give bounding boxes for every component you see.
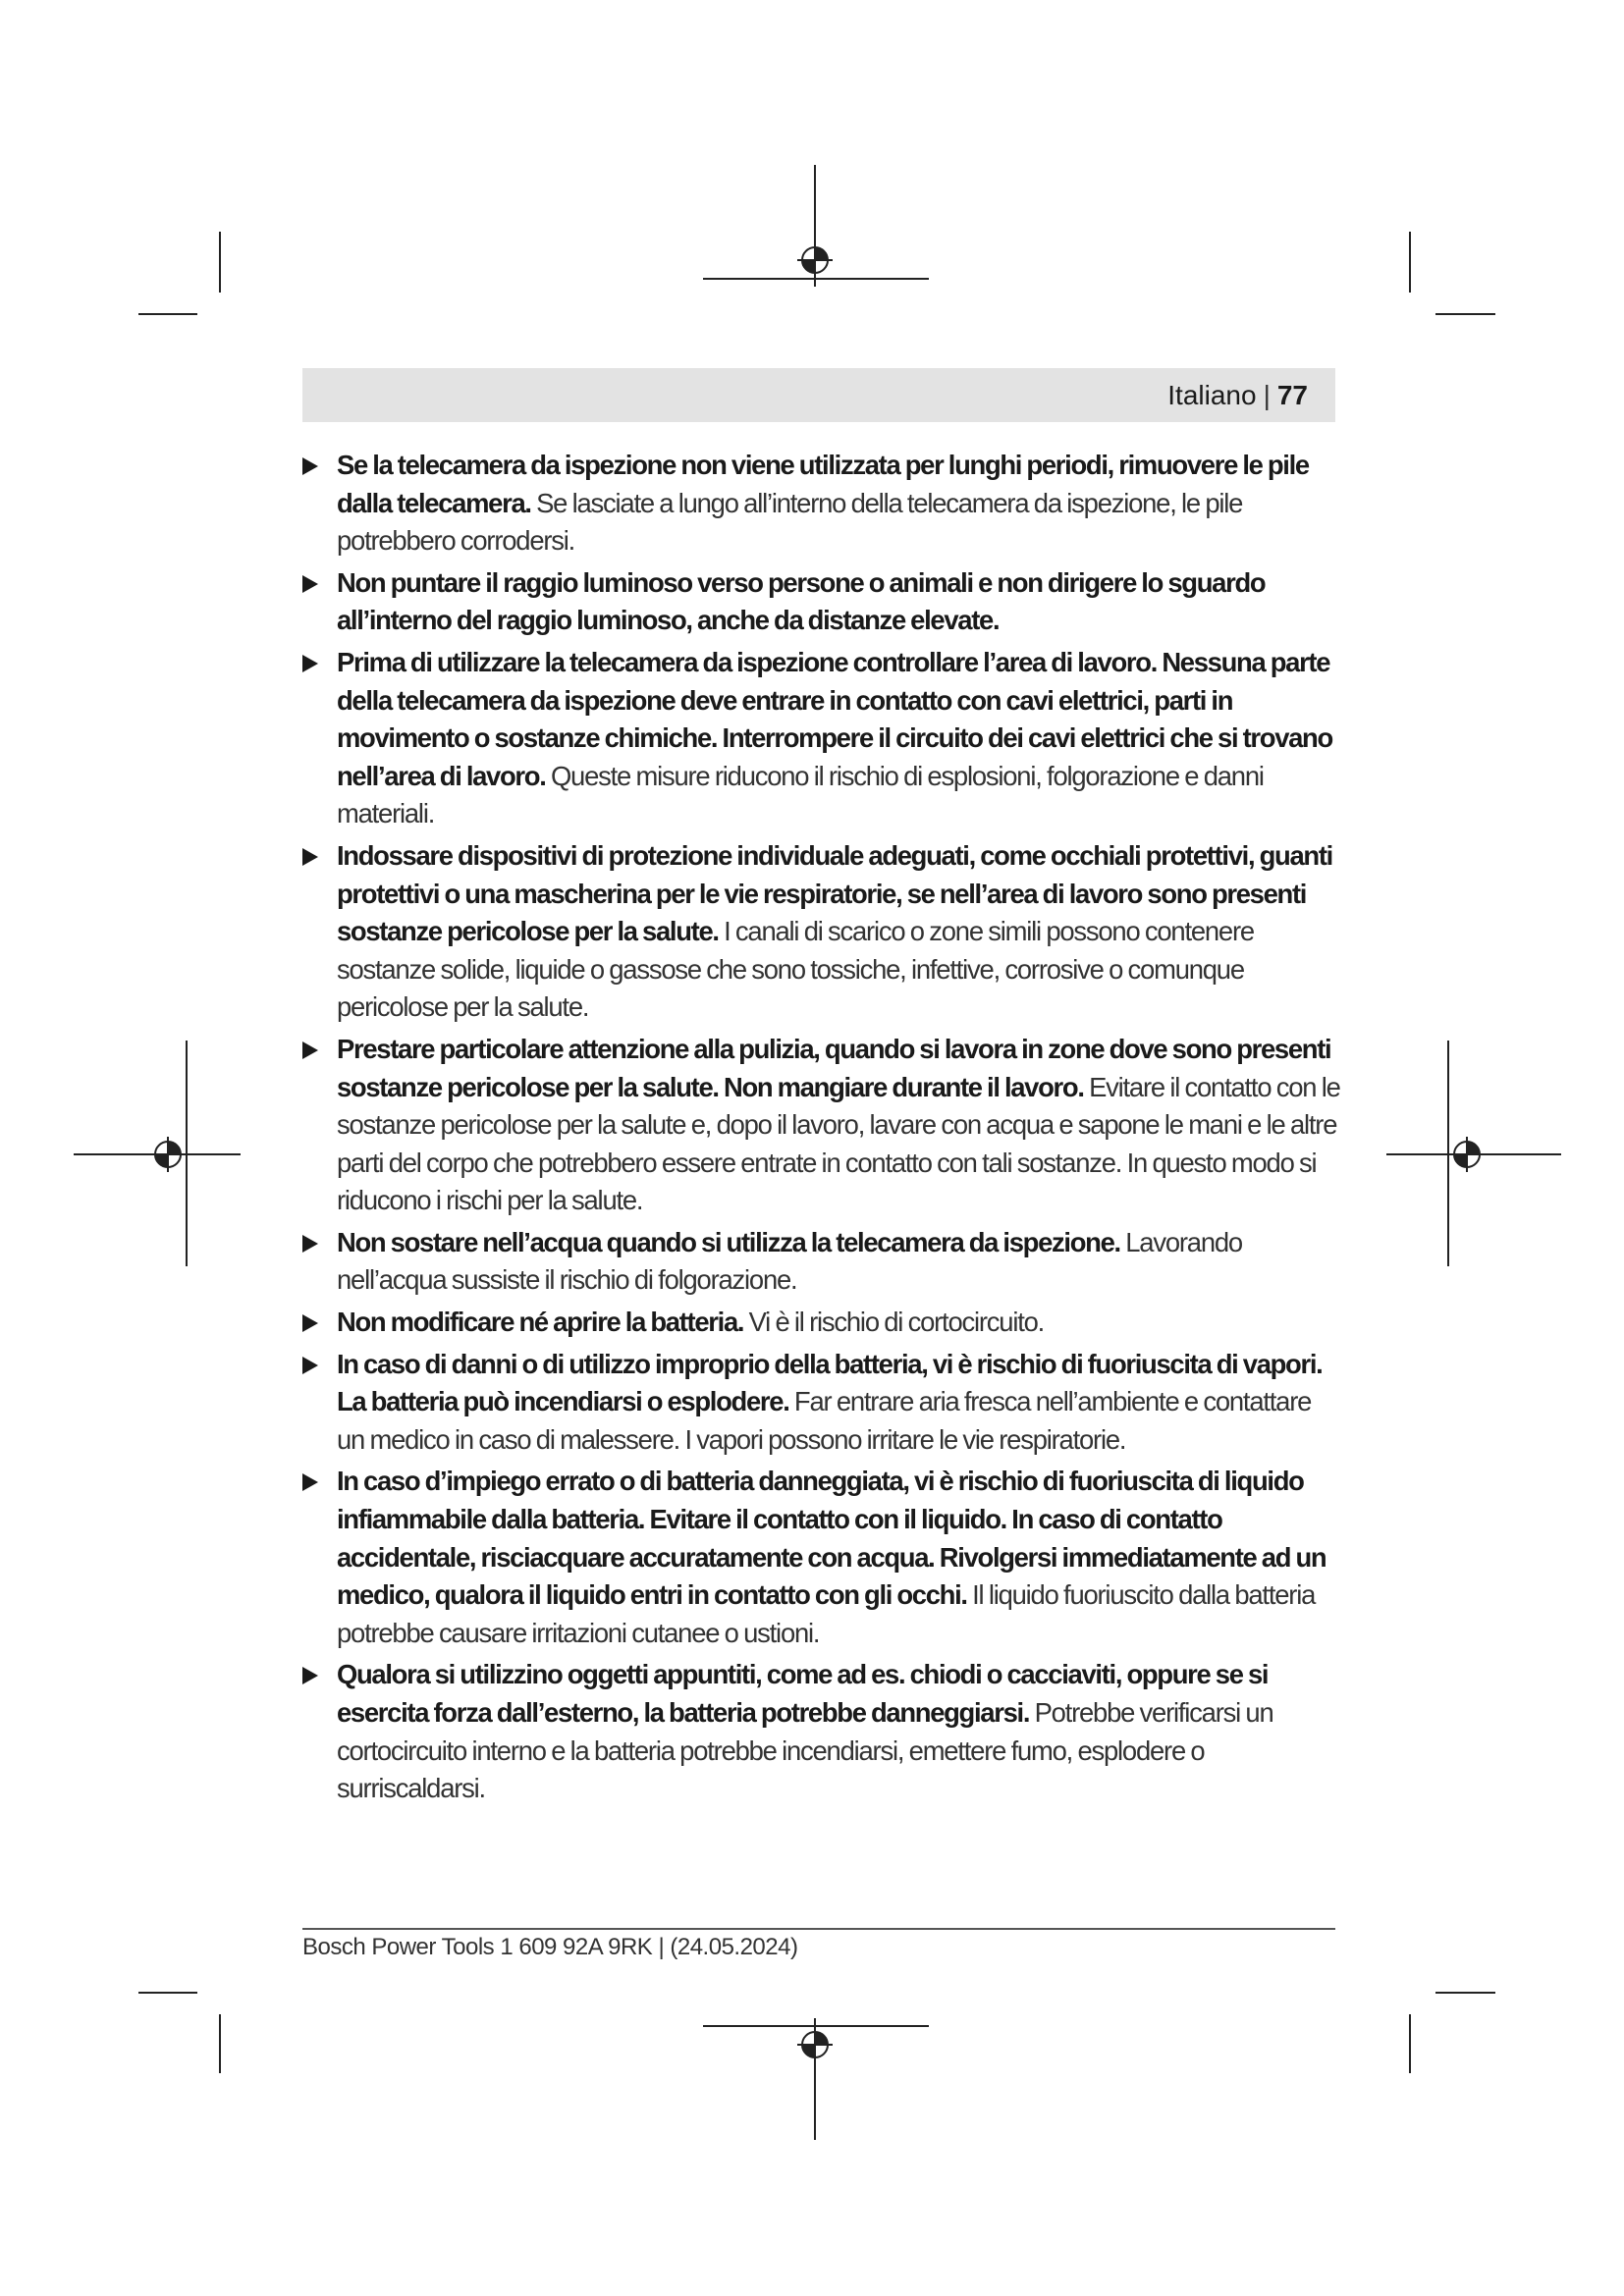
list-item — [299, 1656, 1342, 1807]
warning-lead: Non modificare né aprire la batteria. — [337, 1307, 744, 1338]
warning-lead: Indossare dispositivi di protezione individuale adeguati, come occhiali protettivi, guanti protettivi o una mascherina per le vie respiratorie, se nell’area di lavoro sono presenti sostanze pericolose per la salute. — [337, 839, 1332, 947]
header-language: Italiano — [1167, 379, 1257, 410]
warning-detail: Evitare il contatto con le sostanze pericolose per la salute e, dopo il lavoro, lavare con acqua e sapone le mani e le altre parti del corpo che potrebbero essere entrate in contatto con tali sostanze. In questo modo si riducono i rischi per la salute. — [337, 1071, 1340, 1216]
warning-lead: Se la telecamera da ispezione non viene utilizzata per lunghi periodi, rimuovere le pile dalla telecamera. — [337, 450, 1309, 518]
warning-lead: Prestare particolare attenzione alla pulizia, quando si lavora in zone dove sono presenti sostanze pericolose per la salute. Non mangiare durante il lavoro. — [337, 1033, 1331, 1102]
bullet-arrow-icon — [302, 1667, 318, 1684]
warning-detail: Far entrare aria fresca nell’ambiente e contattare un medico in caso di malessere. I vapori possono irritare le vie respiratorie. — [337, 1386, 1312, 1455]
warning-lead: Non sostare nell’acqua quando si utilizza la telecamera da ispezione. — [337, 1226, 1120, 1257]
bullet-arrow-icon — [302, 1473, 318, 1491]
header-separator: | — [1263, 379, 1271, 410]
list-item — [299, 1346, 1342, 1460]
list-item — [299, 1463, 1342, 1652]
bullet-arrow-icon — [302, 1235, 318, 1253]
bullet-arrow-icon — [302, 848, 318, 866]
footer-text: Bosch Power Tools 1 609 92A 9RK | (24.05.2024) — [302, 1934, 798, 1960]
bullet-arrow-icon — [302, 1041, 318, 1059]
warning-lead: Non puntare il raggio luminoso verso persone o animali e non dirigere lo sguardo all’interno del raggio luminoso, anche da distanze elevate. — [337, 566, 1266, 636]
warning-lead: In caso d’impiego errato o di batteria danneggiata, vi è rischio di fuoriuscita di liquido infiammabile dalla batteria. Evitare il contatto con il liquido. In caso di contatto accidentale, risciacquare accuratamente con acqua. Rivolgersi immediatamente ad un medico, qualora il liquido entri in contatto con gli occhi. — [337, 1466, 1326, 1611]
page-number: 77 — [1276, 379, 1308, 410]
bullet-arrow-icon — [302, 1314, 318, 1332]
bullet-arrow-icon — [302, 655, 318, 672]
footer-divider — [302, 1928, 1335, 1930]
warning-detail: Vi è il rischio di cortocircuito. — [743, 1307, 1045, 1338]
bullet-arrow-icon — [302, 457, 318, 475]
bullet-arrow-icon — [302, 575, 318, 593]
warning-detail: Se lasciate a lungo all’interno della telecamera da ispezione, le pile potrebbero corrodersi. — [337, 487, 1243, 557]
list-item — [299, 644, 1342, 833]
bullet-arrow-icon — [302, 1357, 318, 1374]
warning-lead: Prima di utilizzare la telecamera da ispezione controllare l’area di lavoro. Nessuna parte della telecamera da ispezione deve entrare in contatto con cavi elettrici, parti in movimento o sostanze chimiche. Interrompere il circuito dei cavi elettrici che si trovano nell’area di lavoro. — [337, 646, 1332, 791]
list-item — [299, 1304, 1342, 1342]
list-item — [299, 564, 1342, 640]
list-item — [299, 447, 1342, 561]
warning-lead: Qualora si utilizzino oggetti appuntiti, come ad es. chiodi o cacciaviti, oppure se si esercita forza dall’esterno, la batteria potrebbe danneggiarsi. — [337, 1659, 1269, 1728]
list-item — [299, 1224, 1342, 1300]
warning-detail: I canali di scarico o zone simili possono contenere sostanze solide, liquide o gassose che sono tossiche, infettive, corrosive o comunque pericolose per la salute. — [337, 916, 1254, 1023]
list-item — [299, 1031, 1342, 1220]
warning-detail: Lavorando nell’acqua sussiste il rischio di folgorazione. — [337, 1226, 1242, 1296]
safety-warnings-list — [299, 447, 1342, 1812]
list-item — [299, 837, 1342, 1027]
warning-detail: Potrebbe verificarsi un cortocircuito interno e la batteria potrebbe incendiarsi, emettere fumo, esplodere o surriscaldarsi. — [337, 1697, 1273, 1804]
page-header — [302, 368, 1335, 422]
warning-detail: Il liquido fuoriuscito dalla batteria potrebbe causare irritazioni cutanee o ustioni. — [337, 1579, 1316, 1648]
warning-lead: In caso di danni o di utilizzo improprio della batteria, vi è rischio di fuoriuscita di vapori. La batteria può incendiarsi o esplodere. — [337, 1348, 1323, 1417]
warning-detail: Queste misure riducono il rischio di esplosioni, folgorazione e danni materiali. — [337, 760, 1264, 829]
